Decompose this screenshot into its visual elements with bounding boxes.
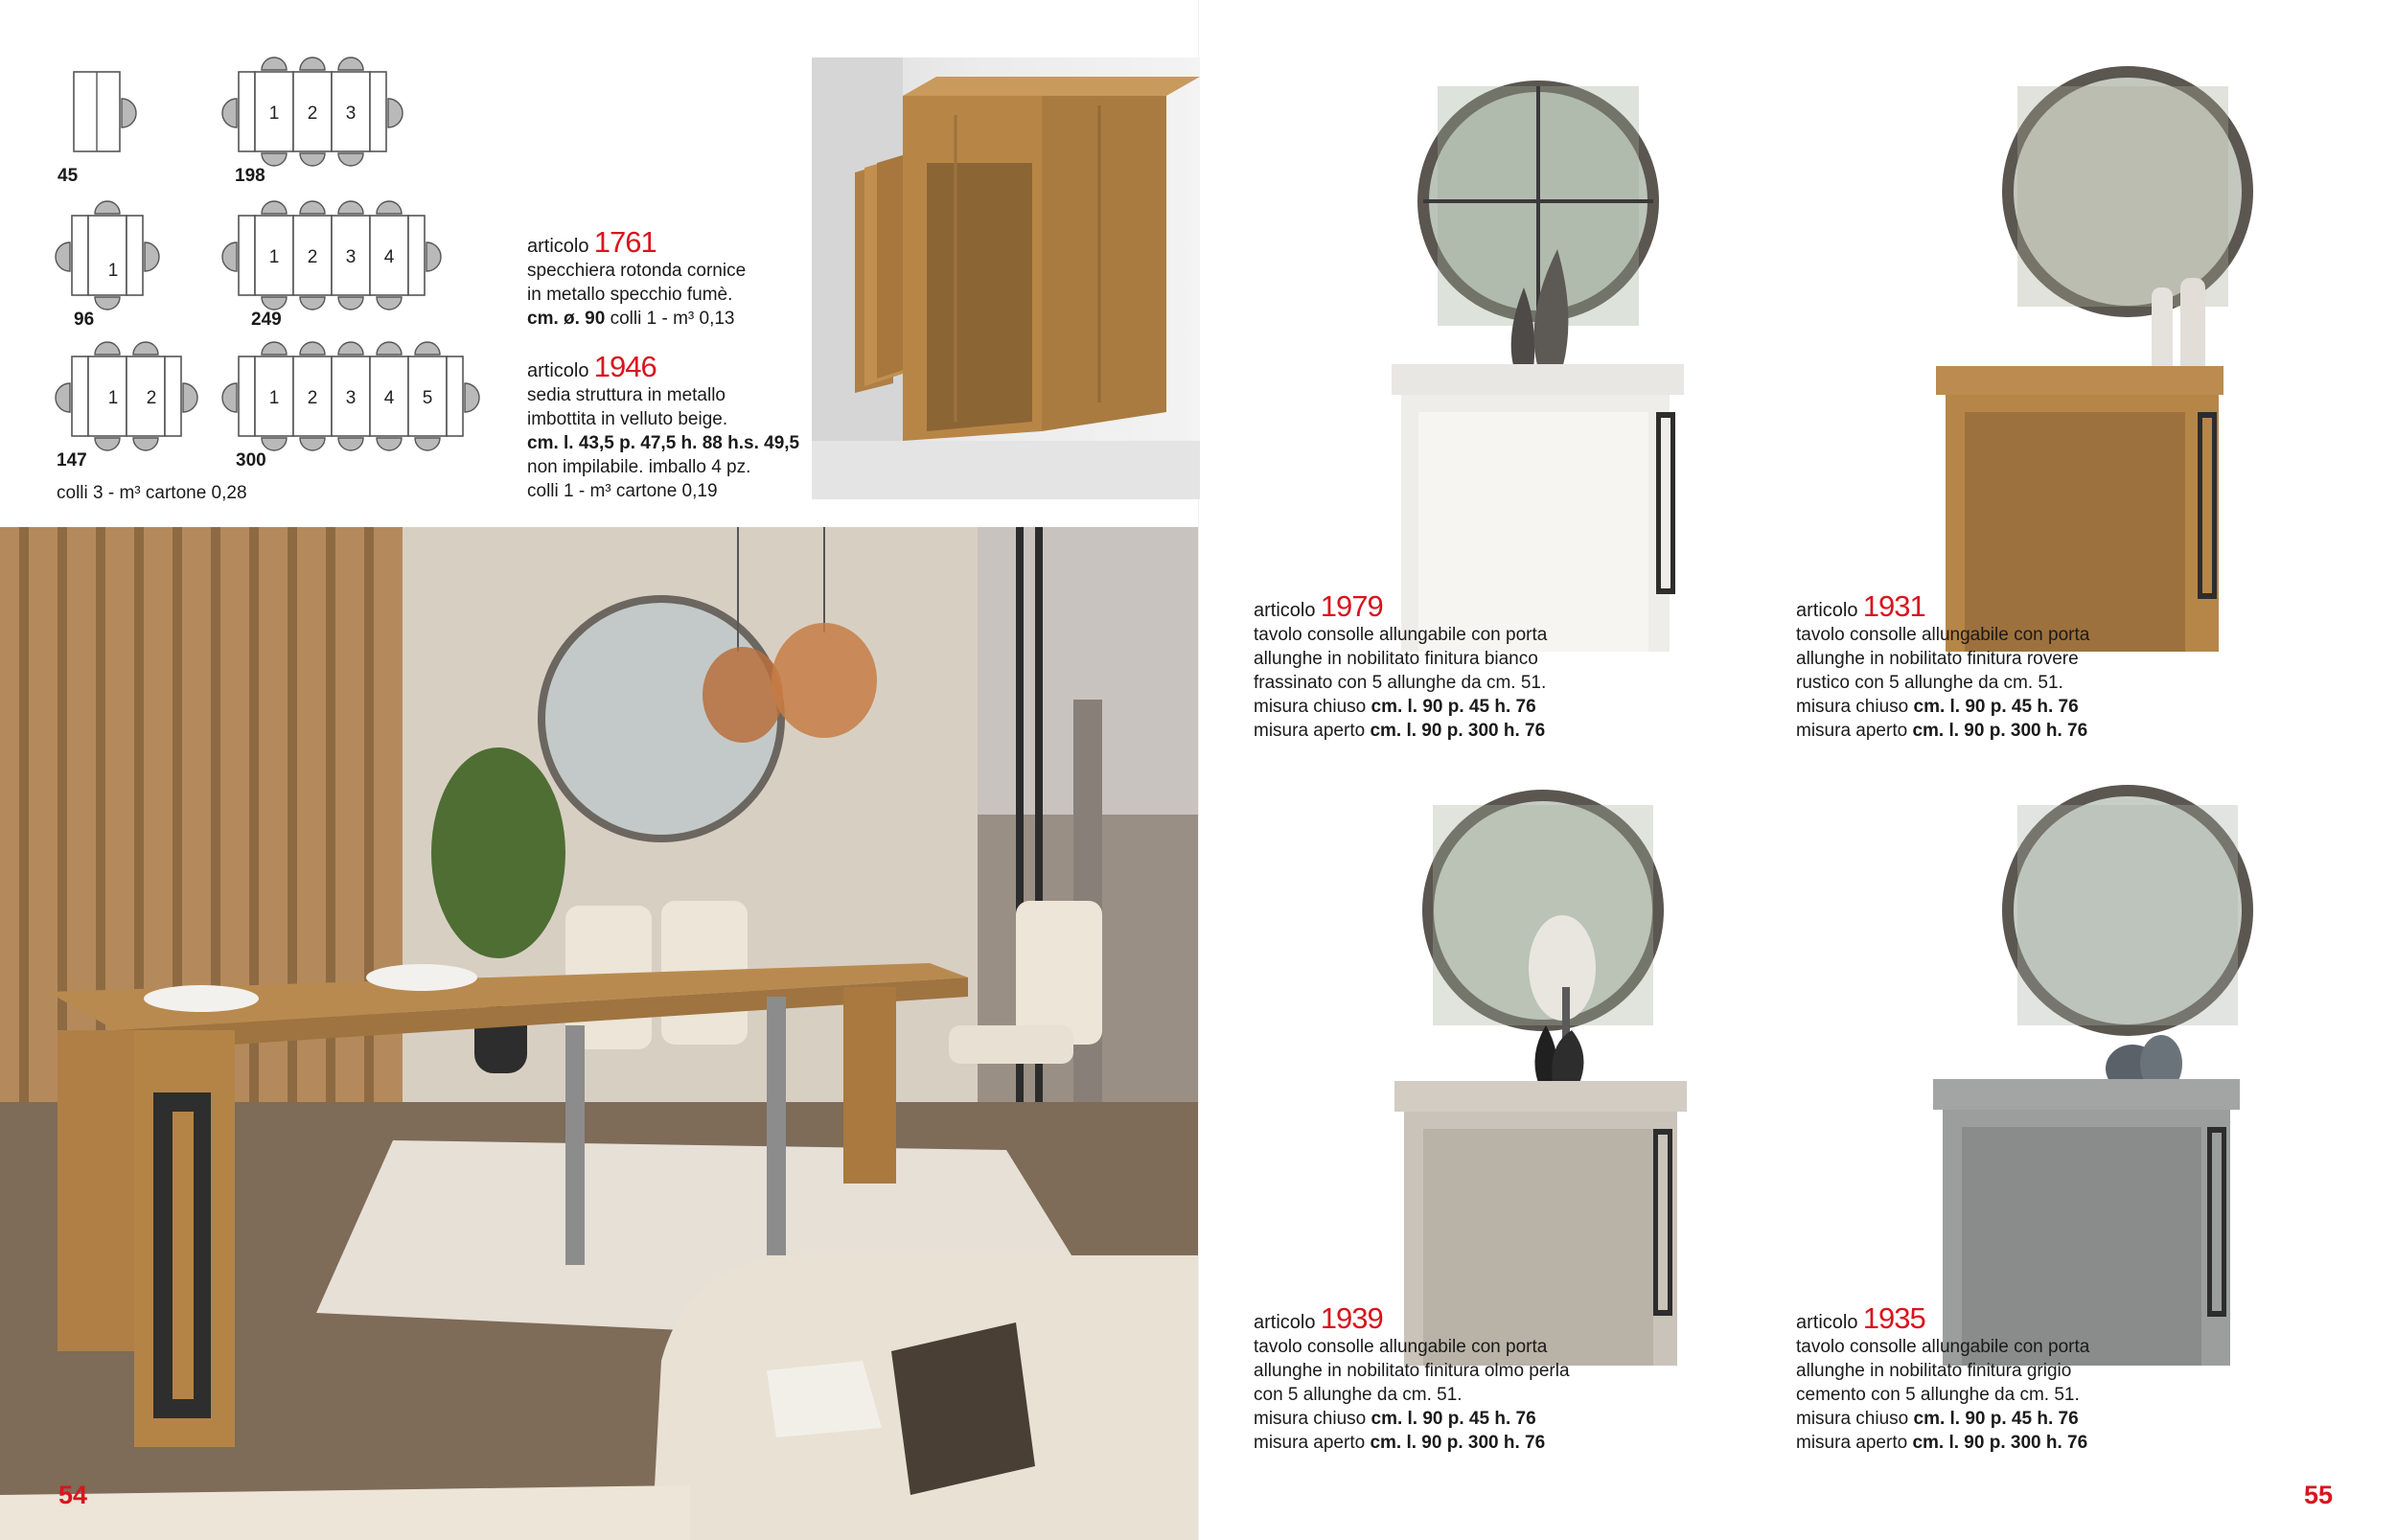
closed-size-label: misura chiuso: [1254, 697, 1371, 717]
config-300-drawing: [230, 340, 508, 455]
segment-label: 1: [268, 103, 280, 124]
segment-label: 1: [268, 247, 280, 267]
article-desc-line: tavolo consolle allungabile con porta: [1796, 625, 2090, 645]
article-desc-line: frassinato con 5 allunghe da cm. 51.: [1254, 673, 1547, 693]
segment-label: 3: [345, 247, 357, 267]
config-249-drawing: [230, 196, 479, 321]
config-label: 45: [58, 166, 79, 186]
article-desc-line: rustico con 5 allunghe da cm. 51.: [1796, 673, 2063, 693]
article-desc-line: imbottita in velluto beige.: [527, 409, 728, 429]
configs-packaging: colli 3 - m³ cartone 0,28: [57, 483, 247, 503]
article-1939: [1254, 1301, 1570, 1455]
segment-label: 1: [268, 388, 280, 408]
open-size: cm. l. 90 p. 300 h. 76: [1370, 721, 1546, 741]
open-size-label: misura aperto: [1254, 721, 1371, 741]
article-1931: [1796, 589, 2090, 743]
console-1939-drawing: [1385, 776, 1701, 1366]
closed-size-label: misura chiuso: [1796, 697, 1914, 717]
config-label: 96: [74, 310, 95, 330]
open-size-label: misura aperto: [1796, 1433, 1913, 1453]
article-desc-line: sedia struttura in metallo: [527, 385, 726, 405]
article-desc-line: allunghe in nobilitato finitura rovere: [1796, 649, 2079, 669]
article-desc-line: tavolo consolle allungabile con porta: [1254, 625, 1548, 645]
article-desc-line: allunghe in nobilitato finitura bianco: [1254, 649, 1538, 669]
config-diagram-45: [58, 57, 163, 186]
config-label: 249: [251, 310, 282, 330]
page-number-left: 54: [58, 1481, 88, 1509]
config-label: 147: [57, 450, 87, 471]
config-96-drawing: [58, 196, 192, 321]
segment-label: 3: [345, 103, 357, 124]
console-storage-photo: [812, 57, 1200, 499]
segment-label: 2: [307, 103, 318, 124]
open-size-label: misura aperto: [1254, 1433, 1371, 1453]
article-prefix: articolo: [1796, 1312, 1858, 1333]
console-1935-drawing: [1931, 776, 2262, 1366]
article-1946: [527, 350, 800, 503]
article-desc-line: cemento con 5 allunghe da cm. 51.: [1796, 1385, 2080, 1405]
article-number: 1761: [593, 225, 657, 259]
console-storage-drawing: [812, 57, 1200, 499]
closed-size: cm. l. 90 p. 45 h. 76: [1913, 1409, 2079, 1429]
article-1761: [527, 225, 747, 331]
segment-label: 5: [422, 388, 433, 408]
console-1979-photo: [1380, 57, 1696, 652]
article-desc-line: tavolo consolle allungabile con porta: [1796, 1337, 2090, 1357]
article-packaging: colli 1 - m³ 0,13: [605, 309, 735, 329]
config-147-drawing: [53, 340, 225, 455]
article-prefix: articolo: [1254, 1312, 1316, 1333]
article-1935: [1796, 1301, 2090, 1455]
open-size: cm. l. 90 p. 300 h. 76: [1912, 1433, 2088, 1453]
segment-label: 2: [307, 247, 318, 267]
segment-label: 1: [107, 388, 119, 408]
open-size: cm. l. 90 p. 300 h. 76: [1370, 1433, 1546, 1453]
segment-label: 4: [383, 247, 395, 267]
config-label: 198: [235, 166, 265, 186]
segment-label: 1: [107, 261, 119, 281]
open-size-label: misura aperto: [1796, 721, 1913, 741]
closed-size: cm. l. 90 p. 45 h. 76: [1913, 697, 2079, 717]
article-number: 1939: [1320, 1301, 1383, 1335]
dining-room-drawing: [0, 527, 1198, 1540]
article-prefix: articolo: [527, 236, 589, 257]
closed-size: cm. l. 90 p. 45 h. 76: [1371, 1409, 1536, 1429]
segment-label: 2: [146, 388, 157, 408]
article-prefix: articolo: [1254, 600, 1316, 621]
segment-label: 4: [383, 388, 395, 408]
config-45-drawing: [58, 57, 163, 163]
article-packaging: colli 1 - m³ cartone 0,19: [527, 481, 718, 501]
article-dims: cm. l. 43,5 p. 47,5 h. 88 h.s. 49,5: [527, 433, 800, 453]
article-1979: [1254, 589, 1548, 743]
closed-size-label: misura chiuso: [1796, 1409, 1914, 1429]
config-diagram-249: [230, 196, 479, 331]
article-number: 1931: [1862, 589, 1925, 623]
article-desc-line: non impilabile. imballo 4 pz.: [527, 457, 751, 477]
console-1939-photo: [1385, 776, 1701, 1366]
article-number: 1946: [593, 350, 657, 383]
article-desc-line: allunghe in nobilitato finitura grigio: [1796, 1361, 2072, 1381]
console-1931-drawing: [1922, 57, 2276, 652]
config-label: 300: [236, 450, 266, 471]
console-1935-photo: [1931, 776, 2262, 1366]
segment-label: 2: [307, 388, 318, 408]
console-1931-photo: [1922, 57, 2276, 652]
open-size: cm. l. 90 p. 300 h. 76: [1912, 721, 2088, 741]
article-number: 1979: [1320, 589, 1383, 623]
dining-room-photo: [0, 527, 1198, 1540]
config-diagram-300: [230, 340, 508, 474]
config-diagram-147: [53, 340, 225, 474]
page-number-right: 55: [2304, 1481, 2334, 1509]
article-dims: cm. ø. 90: [527, 309, 606, 329]
config-diagram-198: [230, 57, 441, 186]
article-number: 1935: [1862, 1301, 1925, 1335]
article-prefix: articolo: [1796, 600, 1858, 621]
closed-size: cm. l. 90 p. 45 h. 76: [1371, 697, 1536, 717]
article-desc-line: allunghe in nobilitato finitura olmo perla: [1254, 1361, 1570, 1381]
config-diagram-96: [58, 196, 192, 331]
article-desc-line: tavolo consolle allungabile con porta: [1254, 1337, 1548, 1357]
article-desc-line: in metallo specchio fumè.: [527, 285, 733, 305]
article-desc-line: con 5 allunghe da cm. 51.: [1254, 1385, 1463, 1405]
article-desc-line: specchiera rotonda cornice: [527, 261, 747, 281]
console-1979-drawing: [1380, 57, 1696, 652]
segment-label: 3: [345, 388, 357, 408]
closed-size-label: misura chiuso: [1254, 1409, 1371, 1429]
article-prefix: articolo: [527, 360, 589, 381]
config-198-drawing: [230, 57, 441, 163]
